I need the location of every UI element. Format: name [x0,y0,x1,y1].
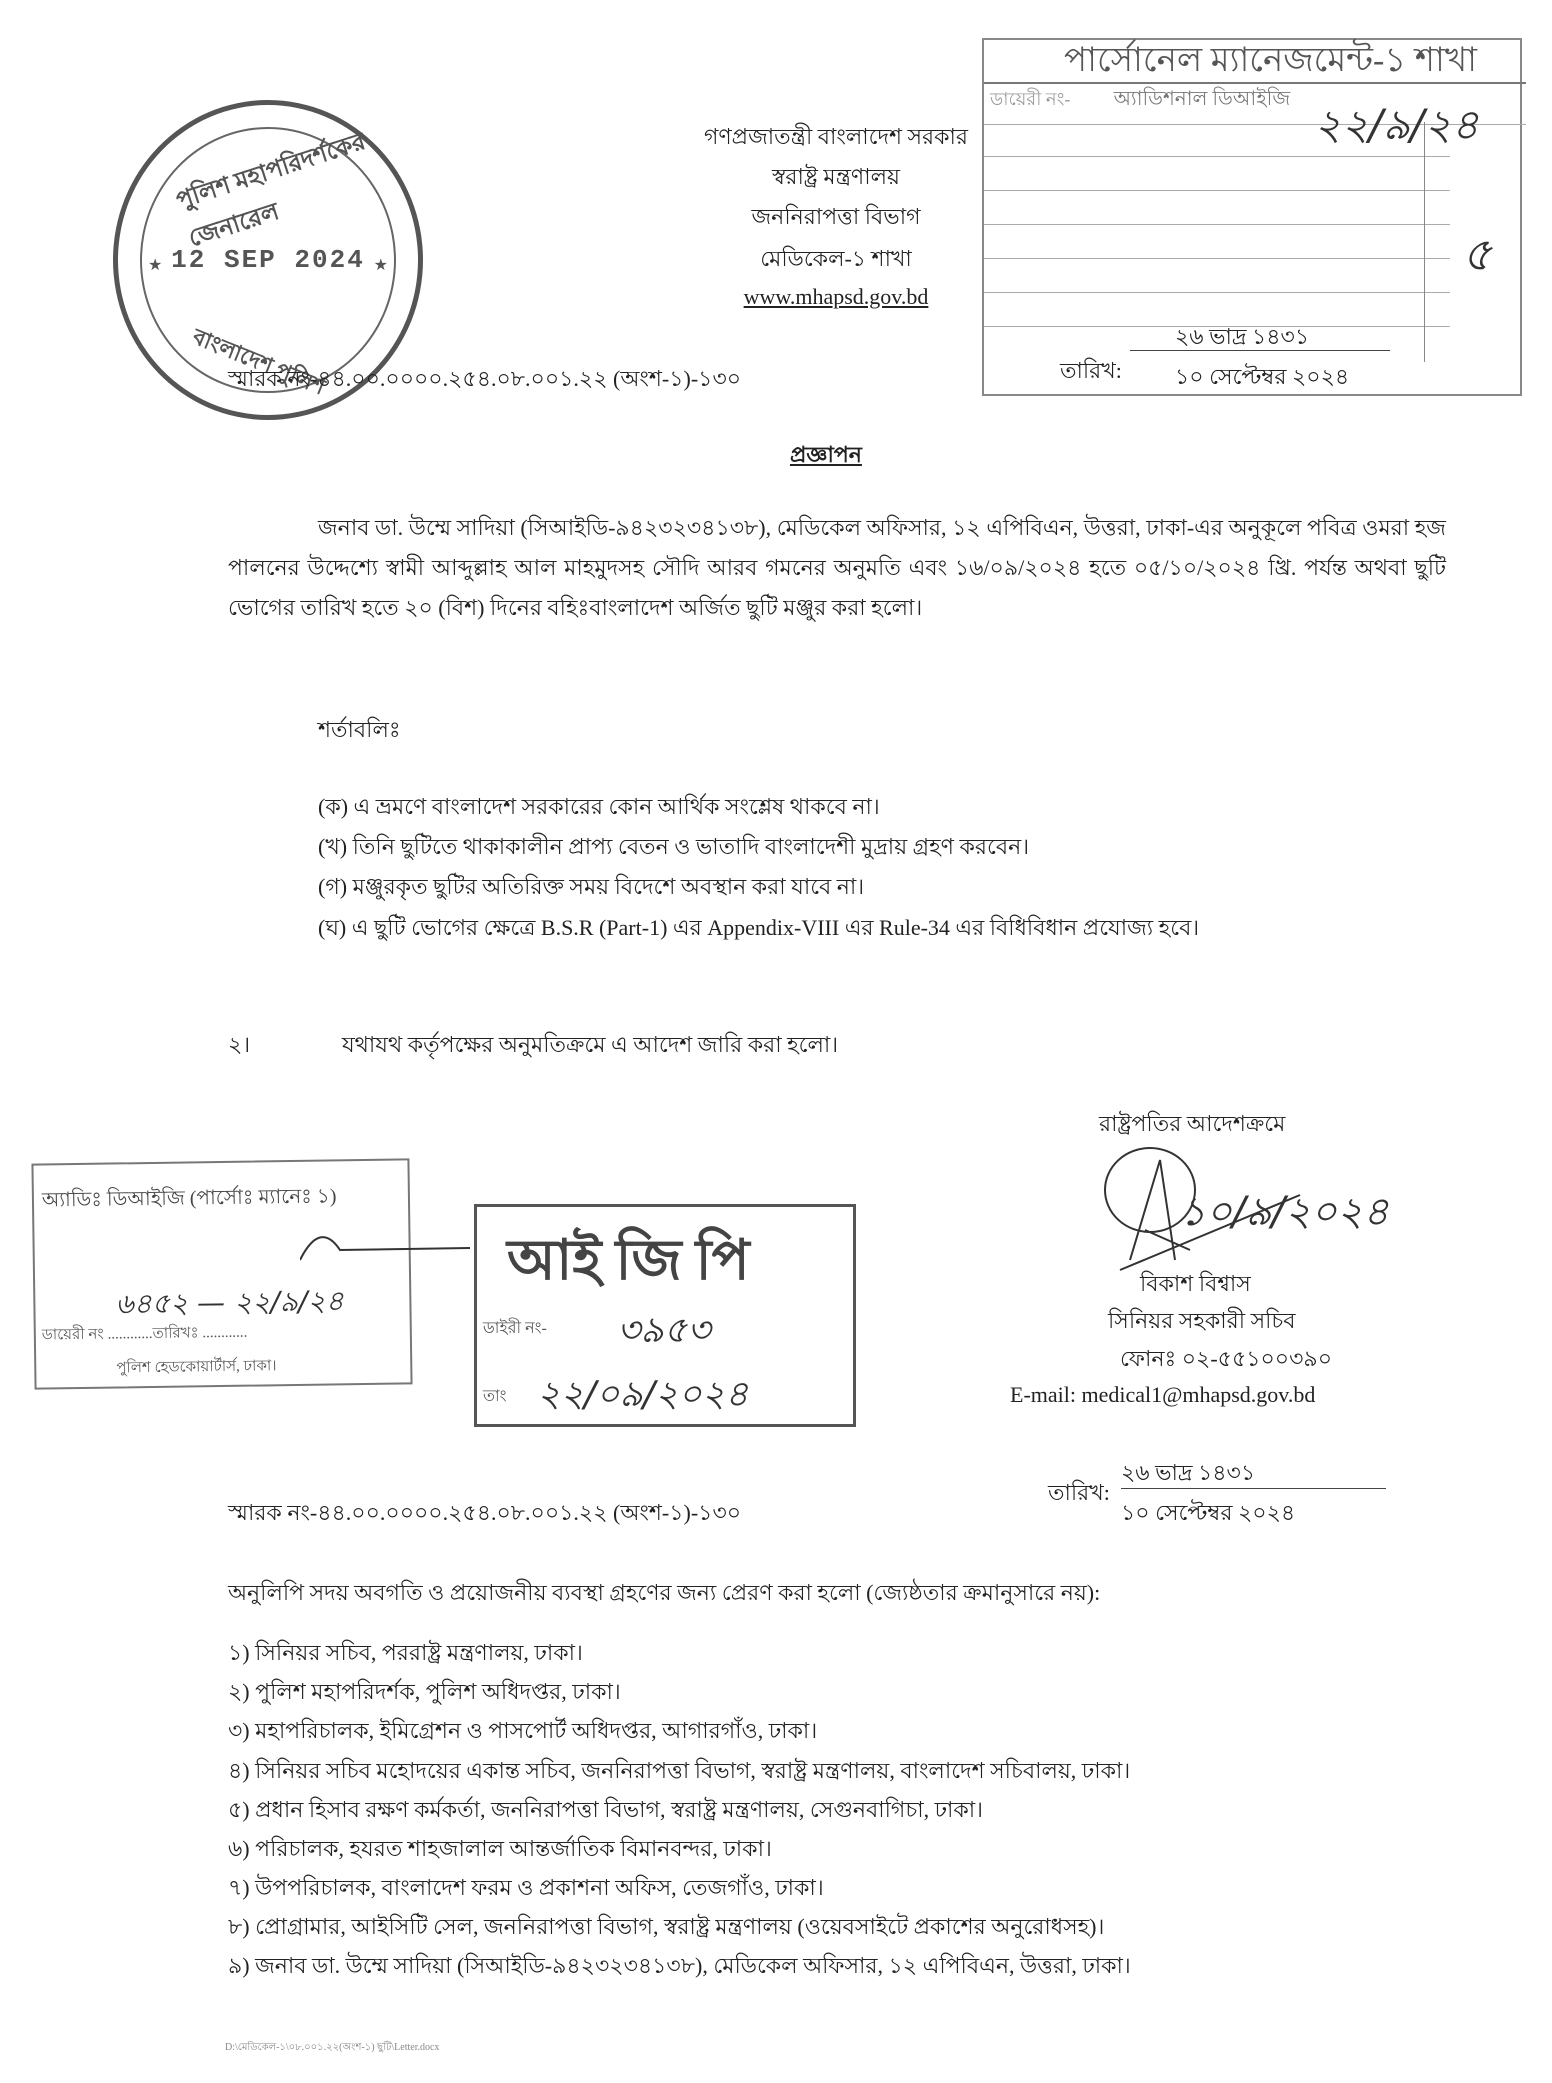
stamp-addl-label: অ্যাডিশনাল ডিআইজি [1113,88,1291,110]
star-icon: ★ [148,257,163,274]
igp-diary-label: ডাইরী নং- [483,1320,547,1337]
copy-intro: অনুলিপি সদয় অবগতি ও প্রয়োজনীয় ব্যবস্থা গ্রহণের জন্য প্রেরণ করা হলো (জ্যেষ্ঠতার ক্রমানুসারে নয়): [228,1580,1101,1605]
signer-name: বিকাশ বিশ্বাস [1140,1271,1251,1296]
footer-file-path: D:\মেডিকেল-১\০৮.০০১.২২(অংশ-১) ছুটি\Letter.docx [225,2042,440,2053]
copy-list-item: ৮) প্রোগ্রামার, আইসিটি সেল, জননিরাপত্তা বিভাগ, স্বরাষ্ট্র মন্ত্রণালয় (ওয়েবসাইটে প্রকাশের অনুরোধসহ)। [228,1914,1105,1939]
star-icon: ★ [373,257,388,274]
copy-list-item: ৯) জনাব ডা. উম্মে সাদিয়া (সিআইডি-৯৪২৩২৩৪১৩৮), মেডিকেল অফিসার, ১২ এপিবিএন, উত্তরা, ঢাকা। [228,1953,1131,1978]
date-label: তারিখ: [1060,358,1122,383]
branch-name: মেডিকেল-১ শাখা [760,246,912,271]
date-english: ১০ সেপ্টেম্বর ২০২৪ [1175,364,1350,389]
igp-diary-value: ৩৯৫৩ [617,1310,711,1351]
condition-item: (খ) তিনি ছুটিতে থাকাকালীন প্রাপ্য বেতন ও ভাতাদি বাংলাদেশী মুদ্রায় গ্রহণ করবেন। [318,834,1030,859]
website-link[interactable]: www.mhapsd.gov.bd [743,284,929,309]
date-divider-copy [1121,1488,1386,1489]
signer-designation: সিনিয়র সহকারী সচিব [1108,1308,1296,1333]
copy-list-item: ৫) প্রধান হিসাব রক্ষণ কর্মকর্তা, জননিরাপত্তা বিভাগ, স্বরাষ্ট্র মন্ত্রণালয়, সেগুনবাগিচা, ঢাকা। [228,1797,984,1822]
copy-list-item: ৪) সিনিয়র সচিব মহোদয়ের একান্ত সচিব, জননিরাপত্তা বিভাগ, স্বরাষ্ট্র মন্ত্রণালয়, বাংলাদেশ সচিবালয়, ঢাকা। [228,1758,1131,1783]
memo-number: স্মারক নং-৪৪.০০.০০০০.২৫৪.০৮.০০১.২২ (অংশ-১)-১৩০ [228,366,742,391]
copy-list-item: ২) পুলিশ মহাপরিদর্শক, পুলিশ অধিদপ্তর, ঢাকা। [228,1679,621,1704]
govt-name: গণপ্রজাতন্ত্রী বাংলাদেশ সরকার [703,124,969,149]
body-paragraph: জনাব ডা. উম্মে সাদিয়া (সিআইডি-৯৪২৩২৩৪১৩৮), মেডিকেল অফিসার, ১২ এপিবিএন, উত্তরা, ঢাকা-এর অনুকূলে পবিত্র ওমরা হজ পালনের উদ্দেশ্যে স্বামী আব্দুল্লাহ আল মাহমুদসহ সৌদি আরব গমনের অনুমতি এবং ১৬/০৯/২০২৪ হতে ০৫/১০/২০২৪ খ্রি. পর্যন্ত অথবা ছুটি ভোগের তারিখ হতে ২০ (বিশ) দিনের বহিঃবাংলাদেশ অর্জিত ছুটি মঞ্জুর করা হলো। [228,515,1446,620]
order-line: রাষ্ট্রপতির আদেশক্রমে [1099,1111,1286,1136]
date-english-copy: ১০ সেপ্টেম্বর ২০২৪ [1121,1500,1296,1525]
stamp-handwritten-date: ২২/৯/২৪ [1314,100,1479,149]
igp-date-value: ২২/০৯/২০২৪ [537,1374,749,1415]
signature-date: ১০/৯/২০২৪ [1180,1189,1389,1235]
stamp-left-diary-line: ডায়েরী নং ............তারিখঃ ............ [41,1324,248,1344]
condition-item: (গ) মঞ্জুরকৃত ছুটির অতিরিক্ত সময় বিদেশে অবস্থান করা যাবে না। [318,874,865,899]
ministry-name: স্বরাষ্ট্র মন্ত্রণালয় [772,164,900,189]
seal-date: 12 SEP 2024 [171,245,365,275]
copy-list-item: ১) সিনিয়র সচিব, পররাষ্ট্র মন্ত্রণালয়, ঢাকা। [228,1640,583,1665]
seal-bottom-text: বাংলাদেশ পুলিশ [189,323,329,400]
memo-number-copy: স্মারক নং-৪৪.০০.০০০০.২৫৪.০৮.০০১.২২ (অংশ-১)-১৩০ [228,1500,742,1525]
date-divider [1130,350,1390,351]
conditions-label: শর্তাবলিঃ [318,717,401,742]
date-bangla-copy: ২৬ ভাদ্র ১৪৩১ [1121,1460,1256,1485]
point-number: ২। [228,1032,251,1057]
igp-stamp [474,1204,856,1427]
signer-email[interactable]: E-mail: medical1@mhapsd.gov.bd [1010,1382,1316,1407]
stamp-left-handwritten: ৬৪৫২ — ২২/৯/২৪ [115,1284,344,1321]
copy-list-item: ৭) উপপরিচালক, বাংলাদেশ ফরম ও প্রকাশনা অফিস, তেজগাঁও, ঢাকা। [228,1875,824,1900]
division-name: জননিরাপত্তা বিভাগ [751,204,921,229]
arrow-line-icon [300,1220,480,1280]
seal-top-text: পুলিশ মহাপরিদর্শকের জেনারেল [173,128,369,253]
igp-title: আই জি পি [507,1230,750,1292]
copy-list-item: ৩) মহাপরিচালক, ইমিগ্রেশন ও পাসপোর্ট অধিদপ্তর, আগারগাঁও, ঢাকা। [228,1718,818,1743]
notification-title: প্রজ্ঞাপন [790,442,862,467]
point-text: যথাযথ কর্তৃপক্ষের অনুমতিক্রমে এ আদেশ জারি করা হলো। [342,1032,839,1057]
date-label-copy: তারিখ: [1048,1480,1110,1505]
copy-list-item: ৬) পরিচালক, হযরত শাহজালাল আন্তর্জাতিক বিমানবন্দর, ঢাকা। [228,1836,772,1861]
stamp-title: পার্সোনেল ম্যানেজমেন্ট-১ শাখা [1064,42,1478,79]
stamp-handwritten-mark: ৫ [1462,227,1492,281]
stamp-left-footer: পুলিশ হেডকোয়ার্টার্স, ঢাকা। [116,1358,277,1377]
date-bangla: ২৬ ভাদ্র ১৪৩১ [1175,324,1310,349]
igp-date-label: তাং [483,1388,507,1405]
condition-item: (ঘ) এ ছুটি ভোগের ক্ষেত্রে B.S.R (Part-1) এর Appendix-VIII এর Rule-34 এর বিধিবিধান প্রযোজ্য হবে। [318,915,1200,940]
signer-phone: ফোনঃ ০২-৫৫১০০৩৯০ [1120,1346,1332,1371]
stamp-left-title: অ্যাডিঃ ডিআইজি (পার্সোঃ ম্যানেঃ ১) [41,1185,337,1212]
condition-item: (ক) এ ভ্রমণে বাংলাদেশ সরকারের কোন আর্থিক সংশ্লেষ থাকবে না। [318,794,880,819]
stamp-diary-label: ডায়েরী নং- [990,89,1071,109]
